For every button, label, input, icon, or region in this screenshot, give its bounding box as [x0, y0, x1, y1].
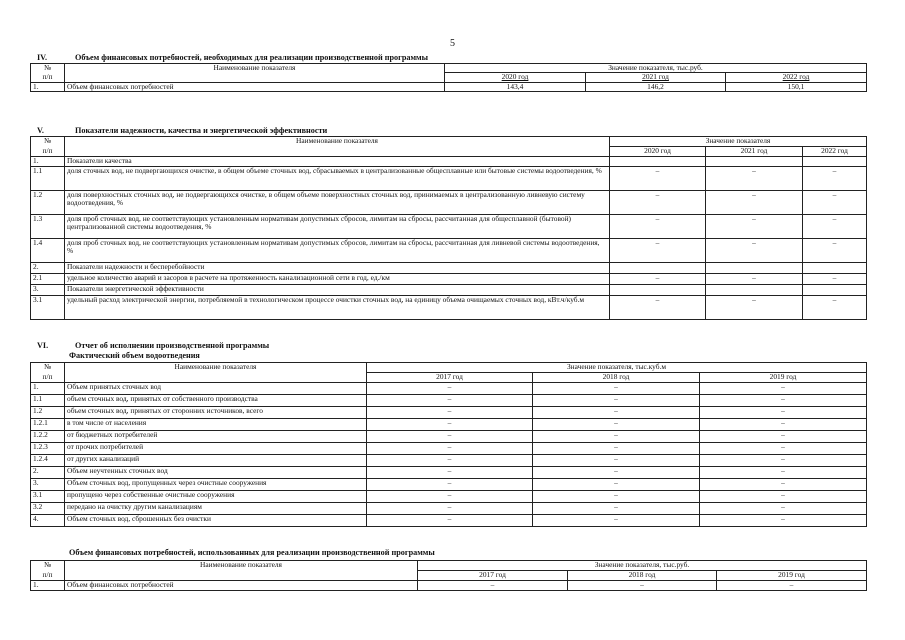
row-value: – [533, 383, 700, 395]
row-value: – [717, 581, 867, 591]
header-value: Значение показателя [610, 137, 867, 147]
table-row [31, 296, 867, 320]
row-num: 1.3 [31, 215, 65, 239]
row-num: 1.2.1 [31, 419, 65, 431]
row-value: – [700, 479, 867, 491]
row-value: 150,1 [726, 82, 867, 91]
table-row [31, 503, 867, 515]
header-year: 2022 год [803, 147, 867, 157]
row-value: – [367, 443, 533, 455]
row-value [803, 285, 867, 296]
row-num: 1. [31, 383, 65, 395]
row-name: пропущено через собственные очистные сооружения [65, 491, 367, 503]
row-value: – [700, 443, 867, 455]
row-num: 2.1 [31, 274, 65, 285]
section-5-heading [37, 126, 327, 135]
row-name: Объем сточных вод, пропущенных через очистные сооружения [65, 479, 367, 491]
header-value: Значение показателя, тыс.руб. [418, 561, 867, 571]
table-row [31, 443, 867, 455]
row-value: – [367, 395, 533, 407]
header-value: Значение показателя, тыс.куб.м [367, 363, 867, 373]
row-value: – [367, 383, 533, 395]
section-4-title: Объем финансовых потребностей, необходимых для реализации производственной программы [75, 53, 429, 62]
row-name: доля сточных вод, не подвергающихся очистке, в общем объеме сточных вод, сбрасываемых в централизованные общесплавные или бытовые системы водоотведения, % [65, 167, 610, 191]
row-name: от бюджетных потребителей [65, 431, 367, 443]
row-name: объем сточных вод, принятых от собственного производства [65, 395, 367, 407]
header-year: 2021 год [706, 147, 803, 157]
row-value: – [700, 503, 867, 515]
row-value: – [706, 191, 803, 215]
header-year: 2018 год [533, 373, 700, 383]
row-value: – [706, 239, 803, 263]
section-6-subtitle: Фактический объем водоотведения [69, 351, 200, 360]
section-5-number: V. [37, 126, 44, 135]
header-year: 2019 год [717, 571, 867, 581]
row-value: – [367, 503, 533, 515]
header-year: 2018 год [568, 571, 717, 581]
row-value: – [706, 215, 803, 239]
header-year: 2021 год [586, 73, 726, 82]
row-value: – [706, 296, 803, 320]
header-year: 2022 год [726, 73, 867, 82]
row-value: – [610, 191, 706, 215]
row-value: – [533, 431, 700, 443]
row-value: – [610, 239, 706, 263]
wastewater-volume-table [30, 362, 867, 527]
header-name: Наименование показателя [65, 137, 610, 157]
row-value: – [700, 419, 867, 431]
row-num: 3.1 [31, 491, 65, 503]
row-value: – [533, 491, 700, 503]
row-num: 1.1 [31, 395, 65, 407]
section-4-number: IV. [37, 53, 48, 62]
header-num-2: п/п [31, 373, 65, 383]
row-value: – [418, 581, 568, 591]
row-value: – [700, 455, 867, 467]
header-num-1: № [31, 363, 65, 373]
row-value [610, 285, 706, 296]
row-num: 1.2.3 [31, 443, 65, 455]
row-value [706, 285, 803, 296]
table-row [31, 157, 867, 167]
row-num: 1.1 [31, 167, 65, 191]
row-value: – [706, 167, 803, 191]
row-num: 3. [31, 285, 65, 296]
header-year: 2017 год [418, 571, 568, 581]
table-row [31, 455, 867, 467]
row-value: – [700, 515, 867, 527]
row-name: от прочих потребителей [65, 443, 367, 455]
row-value: – [700, 467, 867, 479]
financial-needs-table [30, 63, 867, 92]
table-row [31, 491, 867, 503]
header-num-2: п/п [31, 73, 65, 82]
row-name: Объем сточных вод, сброшенных без очистки [65, 515, 367, 527]
table-row [31, 82, 867, 91]
row-num: 3. [31, 479, 65, 491]
section-6-financial-title: Объем финансовых потребностей, использованных для реализации производственной программы [69, 548, 435, 557]
table-row [31, 215, 867, 239]
row-value: – [367, 419, 533, 431]
header-num-1: № [31, 561, 65, 571]
row-value: – [610, 274, 706, 285]
section-5-title: Показатели надежности, качества и энергетической эффективности [75, 126, 328, 135]
row-name: от других канализаций [65, 455, 367, 467]
row-value: – [700, 407, 867, 419]
row-value: – [533, 479, 700, 491]
row-value: – [803, 191, 867, 215]
table-row [31, 274, 867, 285]
table-row [31, 383, 867, 395]
row-value [706, 263, 803, 274]
row-value: – [533, 467, 700, 479]
header-year: 2017 год [367, 373, 533, 383]
row-value: – [610, 167, 706, 191]
header-name: Наименование показателя [65, 363, 367, 383]
row-num: 2. [31, 467, 65, 479]
table-row [31, 419, 867, 431]
table-row [31, 395, 867, 407]
header-year: 2020 год [610, 147, 706, 157]
row-name: доля поверхностных сточных вод, не подвергающихся очистке, в общем объеме поверхностных сточных вод, принимаемых в централизованную ливневую систему водоотведения, % [65, 191, 610, 215]
table-row [31, 407, 867, 419]
row-num: 3.1 [31, 296, 65, 320]
row-value: – [700, 395, 867, 407]
row-num: 1.2.4 [31, 455, 65, 467]
header-name: Наименование показателя [65, 64, 445, 83]
row-value: – [706, 274, 803, 285]
row-name: Объем принятых сточных вод [65, 383, 367, 395]
row-name: объем сточных вод, принятых от сторонних источников, всего [65, 407, 367, 419]
row-value: – [533, 395, 700, 407]
section-6-heading [37, 341, 269, 350]
row-num: 1.2 [31, 191, 65, 215]
row-value: – [367, 491, 533, 503]
row-value: – [533, 419, 700, 431]
row-name: в том числе от населения [65, 419, 367, 431]
indicators-table [30, 136, 867, 320]
table-row [31, 191, 867, 215]
header-year: 2019 год [700, 373, 867, 383]
table-row [31, 239, 867, 263]
row-value: – [700, 431, 867, 443]
header-num-2: п/п [31, 147, 65, 157]
row-value: – [610, 215, 706, 239]
row-value: – [803, 274, 867, 285]
table-row [31, 431, 867, 443]
table-row [31, 515, 867, 527]
row-name: удельное количество аварий и засоров в расчете на протяженность канализационной сети в год, ед./км [65, 274, 610, 285]
row-value [803, 263, 867, 274]
header-value: Значение показателя, тыс.руб. [445, 64, 867, 73]
row-value: – [700, 491, 867, 503]
table-row [31, 263, 867, 274]
row-value: – [803, 167, 867, 191]
row-name: Объем неучтенных сточных вод [65, 467, 367, 479]
row-num: 1.4 [31, 239, 65, 263]
row-value: 146,2 [586, 82, 726, 91]
row-name: передано на очистку другим канализациям [65, 503, 367, 515]
row-name: Показатели надежности и бесперебойности [65, 263, 610, 274]
row-num: 1. [31, 82, 65, 91]
section-6-number: VI. [37, 341, 49, 350]
header-year: 2020 год [445, 73, 586, 82]
row-value [610, 157, 706, 167]
row-value: – [367, 455, 533, 467]
row-value [610, 263, 706, 274]
row-value: – [568, 581, 717, 591]
row-value: – [803, 215, 867, 239]
table-row [31, 285, 867, 296]
header-name: Наименование показателя [65, 561, 418, 581]
row-value: – [367, 479, 533, 491]
row-value [803, 157, 867, 167]
row-name: удельный расход электрической энергии, потребляемой в технологическом процессе очистки сточных вод, на единицу объема очищаемых сточных вод, кВт.ч/куб.м [65, 296, 610, 320]
row-value: 143,4 [445, 82, 586, 91]
table-row [31, 167, 867, 191]
row-value: – [700, 383, 867, 395]
row-value: – [367, 515, 533, 527]
row-value: – [367, 467, 533, 479]
row-name: Показатели энергетической эффективности [65, 285, 610, 296]
row-value: – [367, 407, 533, 419]
row-num: 4. [31, 515, 65, 527]
row-name: Объем финансовых потребностей [65, 581, 418, 591]
header-num-1: № [31, 64, 65, 73]
row-name: Показатели качества [65, 157, 610, 167]
row-value [706, 157, 803, 167]
row-num: 1. [31, 581, 65, 591]
row-num: 2. [31, 263, 65, 274]
page-number: 5 [450, 38, 455, 49]
row-value: – [610, 296, 706, 320]
row-name: доля проб сточных вод, не соответствующих установленным нормативам допустимых сбросов, лимитам на сбросы, рассчитанная для общесплавной (бытовой) централизованной системы водоотведения, % [65, 215, 610, 239]
table-row [31, 479, 867, 491]
row-value: – [803, 296, 867, 320]
row-value: – [533, 455, 700, 467]
row-name: доля проб сточных вод, не соответствующих установленным нормативам допустимых сбросов, лимитам на сбросы, рассчитанная для ливневой системы водоотведения, % [65, 239, 610, 263]
row-num: 1.2.2 [31, 431, 65, 443]
table-row [31, 581, 867, 591]
row-num: 3.2 [31, 503, 65, 515]
header-num-1: № [31, 137, 65, 147]
row-value: – [367, 431, 533, 443]
table-row [31, 467, 867, 479]
section-6-title: Отчет об исполнении производственной программы [75, 341, 270, 350]
row-value: – [533, 407, 700, 419]
row-num: 1. [31, 157, 65, 167]
row-value: – [533, 515, 700, 527]
row-value: – [533, 443, 700, 455]
row-name: Объем финансовых потребностей [65, 82, 445, 91]
header-num-2: п/п [31, 571, 65, 581]
row-value: – [803, 239, 867, 263]
row-value: – [533, 503, 700, 515]
financial-used-table [30, 560, 867, 591]
section-4-heading [37, 53, 428, 62]
row-num: 1.2 [31, 407, 65, 419]
